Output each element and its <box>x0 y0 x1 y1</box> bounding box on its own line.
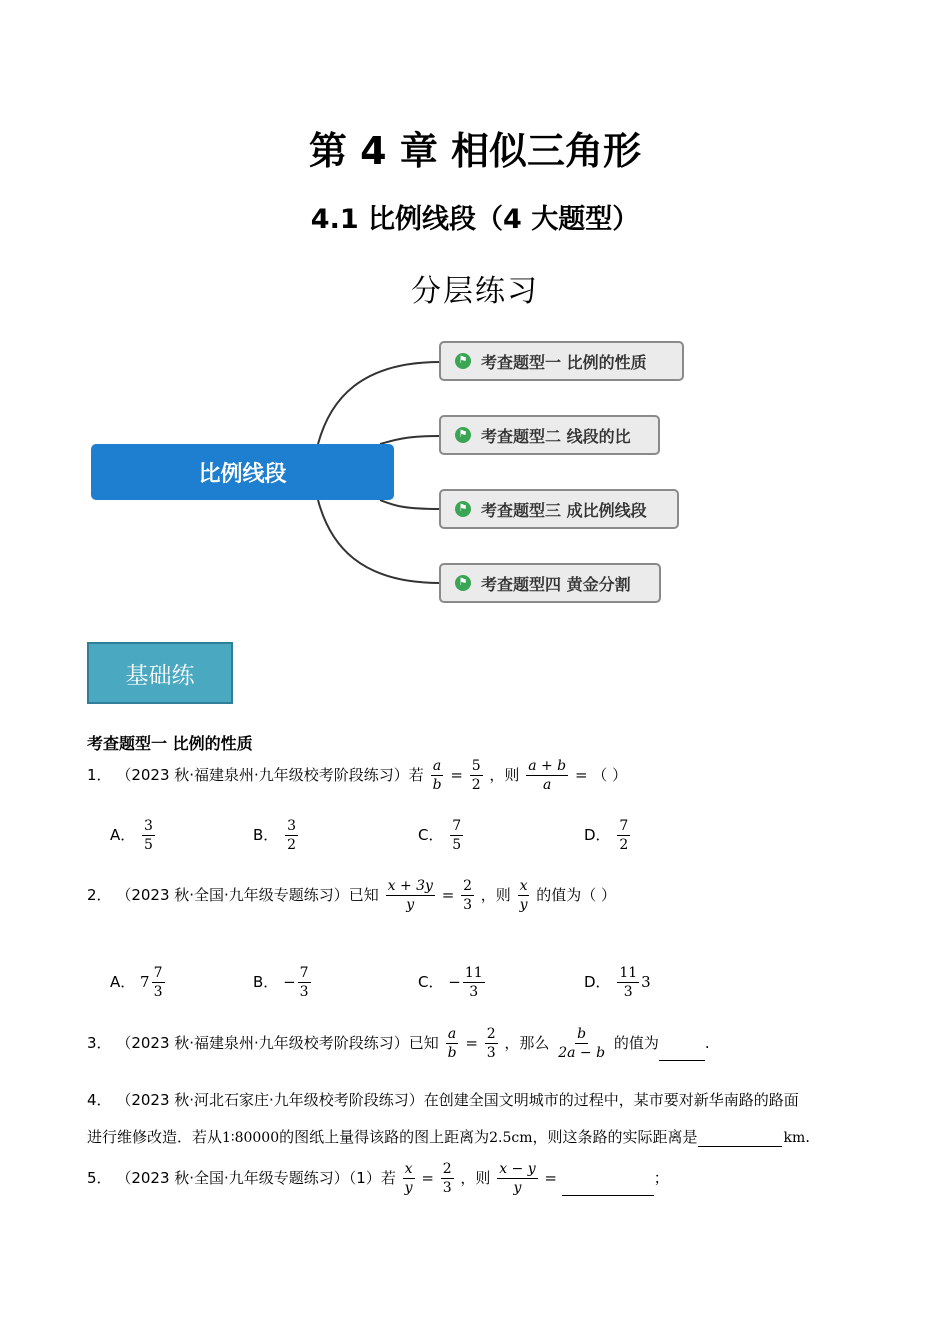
fraction: $\frac{2}{3}$ <box>486 1026 496 1062</box>
option-a <box>110 965 167 1000</box>
question-text: ，那么 <box>504 1034 550 1053</box>
equals-sign: = <box>544 1169 557 1188</box>
mindmap-center: 比例线段 <box>91 444 394 500</box>
question-number: 1． <box>87 766 112 785</box>
fraction: $\frac{2}{3}$ <box>442 1161 452 1197</box>
question-source: （2023 秋·福建泉州·九年级校考阶段练习）已知 <box>116 1034 439 1053</box>
question-number: 5． <box>87 1169 112 1188</box>
fraction: $\frac{x}{y}$ <box>519 878 528 914</box>
section-title: 4.1 比例线段（4 大题型） <box>310 204 640 235</box>
flag-icon: ⚑ <box>455 427 471 443</box>
option-prefix: 7 <box>140 973 150 992</box>
fraction: $\frac{3}{2}$ <box>287 818 296 854</box>
flag-icon: ⚑ <box>455 575 471 591</box>
chapter-title: 第 4 章 相似三角形 <box>308 129 642 173</box>
mindmap-node-4 <box>439 563 661 603</box>
option-suffix: 3 <box>641 973 651 992</box>
question-text: ，则 <box>460 1169 491 1188</box>
question-source: （2023 秋·全国·九年级专题练习）已知 <box>116 886 379 905</box>
question-number: 2． <box>87 886 112 905</box>
option-label: D． <box>584 826 611 845</box>
fraction: $\frac{x}{y}$ <box>404 1161 413 1197</box>
answer-blank[interactable] <box>562 1179 654 1196</box>
question-3 <box>87 1026 710 1061</box>
question-text: （2023 秋·河北石家庄·九年级校考阶段练习）在创建全国文明城市的过程中，某市要对新华南路的路面 <box>116 1091 799 1109</box>
connector-2 <box>380 436 440 444</box>
mindmap-node-3 <box>439 489 679 529</box>
equals-sign: = <box>421 1169 434 1188</box>
fraction: $\frac{b}{2a - b}$ <box>558 1026 606 1062</box>
map-scale: 1∶80000 <box>222 1130 280 1146</box>
fraction: $\frac{7}{5}$ <box>452 818 462 854</box>
question-source: （2023 秋·全国·九年级专题练习）（1）若 <box>116 1169 396 1188</box>
question-source: （2023 秋·福建泉州·九年级校考阶段练习）若 <box>116 766 424 785</box>
page-subtitle: 分层练习 <box>411 274 539 309</box>
fraction: $\frac{x - y}{y}$ <box>499 1161 536 1197</box>
option-label: B． <box>253 973 279 992</box>
option-b <box>253 818 300 853</box>
option-c <box>418 818 465 853</box>
option-label: A． <box>110 973 136 992</box>
option-label: C． <box>418 826 444 845</box>
period: . <box>704 1034 710 1053</box>
question-text: 进行维修改造．若从 <box>87 1128 223 1146</box>
fraction: $\frac{7}{3}$ <box>153 965 163 1001</box>
mindmap-node-2 <box>439 415 660 455</box>
connector-1 <box>318 362 440 444</box>
fraction: $\frac{x + 3y}{y}$ <box>387 878 433 914</box>
mindmap-node-label: 考查题型三 成比例线段 <box>481 500 647 520</box>
option-label: A． <box>110 826 136 845</box>
flag-icon: ⚑ <box>455 501 471 517</box>
mindmap-node-1 <box>439 341 684 381</box>
fraction: $\frac{a + b}{a}$ <box>528 758 567 794</box>
mindmap-node-label: 考查题型一 比例的性质 <box>481 352 647 372</box>
fraction: $\frac{a}{b}$ <box>447 1026 457 1062</box>
fraction: $\frac{2}{3}$ <box>463 878 472 914</box>
equals-sign: = <box>450 766 463 785</box>
question-5 <box>87 1161 669 1196</box>
fraction: $\frac{3}{5}$ <box>144 818 153 854</box>
option-label: D． <box>584 973 611 992</box>
fraction: $\frac{11}{3}$ <box>464 965 483 1001</box>
answer-bracket: （ ） <box>592 766 628 785</box>
question-text: 的值为（ ） <box>536 886 617 905</box>
question-text: ，则 <box>480 886 511 905</box>
fraction: $\frac{7}{3}$ <box>299 965 309 1001</box>
question-4-line-2 <box>87 1126 810 1147</box>
equals-sign: = <box>574 766 588 785</box>
option-prefix: − <box>283 973 296 992</box>
question-number: 4． <box>87 1091 112 1109</box>
option-a <box>110 818 157 853</box>
mindmap-node-label: 考查题型二 线段的比 <box>481 426 631 446</box>
option-label: B． <box>253 826 279 845</box>
option-prefix: − <box>448 973 461 992</box>
question-text: ，则 <box>489 766 520 785</box>
option-b <box>253 965 313 1000</box>
option-d <box>584 965 651 1000</box>
section-heading: 考查题型一 比例的性质 <box>87 734 253 753</box>
option-d <box>584 818 632 853</box>
connector-3 <box>380 500 440 509</box>
question-2 <box>87 878 616 913</box>
equals-sign: = <box>441 886 455 905</box>
fraction: $\frac{11}{3}$ <box>619 965 638 1001</box>
fraction: $\frac{7}{2}$ <box>619 818 629 854</box>
answer-blank[interactable] <box>698 1130 782 1147</box>
question-number: 3． <box>87 1034 112 1053</box>
basic-practice-badge: 基础练 <box>87 642 233 704</box>
semicolon: ； <box>653 1169 669 1188</box>
period: . <box>805 1128 811 1146</box>
map-distance: 2.5cm <box>489 1130 533 1146</box>
fraction: $\frac{5}{2}$ <box>471 758 481 794</box>
unit-km: km <box>783 1130 806 1146</box>
equals-sign: = <box>465 1034 478 1053</box>
option-c <box>418 965 487 1000</box>
question-text: 的图纸上量得该路的图上距离为 <box>279 1128 490 1146</box>
question-text: 的值为 <box>613 1034 659 1053</box>
flag-icon: ⚑ <box>455 353 471 369</box>
mindmap-node-label: 考查题型四 黄金分割 <box>481 574 631 594</box>
answer-blank[interactable] <box>659 1044 705 1061</box>
question-text: ，则这条路的实际距离是 <box>532 1128 698 1146</box>
connector-4 <box>318 500 440 583</box>
option-label: C． <box>418 973 444 992</box>
fraction: $\frac{a}{b}$ <box>432 758 442 794</box>
question-1 <box>87 758 627 793</box>
question-4-line-1 <box>87 1089 799 1110</box>
